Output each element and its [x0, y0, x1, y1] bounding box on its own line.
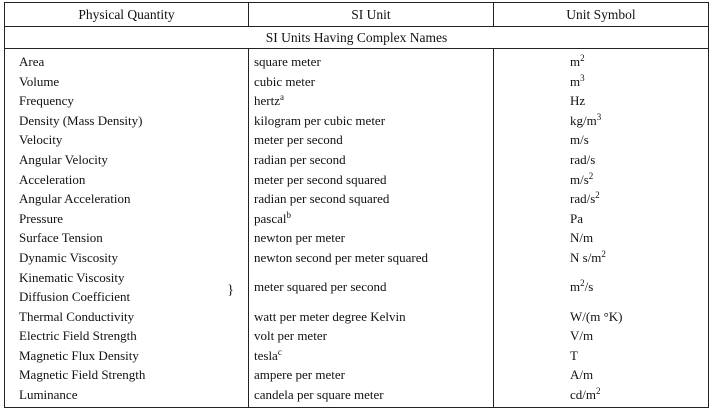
unit-cell: [249, 326, 494, 346]
symbol-exponent: 2: [595, 190, 600, 201]
quantity-text: Area: [19, 54, 45, 69]
symbol-cell: [494, 170, 709, 190]
symbol-cell: [494, 248, 709, 268]
quantity-text: Magnetic Flux Density: [19, 347, 139, 363]
quantity-text: Pressure: [19, 210, 64, 226]
symbol-cell: [494, 91, 709, 111]
unit-text: square meter: [254, 54, 321, 69]
unit-cell: [249, 150, 494, 170]
quantity-text: Surface Tension: [19, 230, 103, 246]
symbol-cell: [494, 150, 709, 170]
quantity-cell: [5, 189, 249, 209]
symbol-text: Pa: [570, 210, 583, 226]
unit-cell: [249, 365, 494, 385]
si-units-table: [4, 2, 709, 408]
table-row: [5, 130, 709, 150]
unit-text: kilogram per cubic meter: [254, 112, 386, 128]
unit-text: meter squared per second: [254, 279, 387, 295]
symbol-cell: [494, 209, 709, 229]
quantity-cell: [5, 170, 249, 190]
symbol-text: W/(m °K): [570, 308, 623, 324]
quantity-text: Angular Velocity: [19, 151, 108, 167]
unit-cell: [249, 307, 494, 327]
table-row: [5, 72, 709, 92]
quantity-cell: [5, 346, 249, 366]
table-row: [5, 111, 709, 131]
symbol-cell: [494, 385, 709, 407]
quantity-cell: [5, 307, 249, 327]
symbol-cell: [494, 365, 709, 385]
unit-cell: [249, 228, 494, 248]
symbol-text: m: [570, 54, 581, 69]
table-row: [5, 150, 709, 170]
table-row: [5, 268, 709, 307]
unit-cell: [249, 346, 494, 366]
unit-cell: [249, 72, 494, 92]
quantity-text: Thermal Conductivity: [19, 308, 135, 324]
quantity-text: Electric Field Strength: [19, 328, 137, 344]
quantity-cell: [5, 248, 249, 268]
quantity-text: Frequency: [19, 93, 74, 109]
table-row: [5, 170, 709, 190]
symbol-cell: [494, 346, 709, 366]
quantity-cell: [5, 72, 249, 92]
unit-cell: [249, 130, 494, 150]
symbol-exponent: 2: [580, 53, 585, 63]
symbol-text: Hz: [570, 93, 586, 109]
footnote-marker: a: [279, 92, 284, 103]
symbol-text: rad/s: [570, 191, 596, 207]
symbol-text: rad/s: [570, 151, 596, 167]
symbol-exponent: 3: [580, 72, 585, 83]
symbol-cell: [494, 130, 709, 150]
table-row: [5, 326, 709, 346]
quantity-text: Dynamic Viscosity: [19, 249, 118, 265]
footnote-marker: b: [286, 209, 291, 220]
header-si-unit: SI Unit: [249, 3, 494, 27]
quantity-line: Diffusion Coefficient: [19, 289, 131, 305]
symbol-text: V/m: [570, 328, 594, 344]
unit-cell: [249, 248, 494, 268]
symbol-cell: [494, 111, 709, 131]
unit-cell: [249, 91, 494, 111]
unit-text: cubic meter: [254, 73, 315, 89]
quantity-cell: [5, 49, 249, 72]
symbol-text: T: [570, 347, 578, 363]
quantity-cell: [5, 326, 249, 346]
symbol-cell: [494, 228, 709, 248]
symbol-text: m: [570, 73, 581, 89]
quantity-cell: [5, 209, 249, 229]
subheader-row: [5, 27, 709, 49]
quantity-text: Acceleration: [19, 171, 86, 187]
symbol-exponent: 2: [588, 170, 594, 181]
symbol-cell: [494, 268, 709, 307]
subheader-complex-names: SI Units Having Complex Names: [5, 27, 709, 49]
unit-text: pascal: [254, 210, 287, 226]
table-row: [5, 365, 709, 385]
unit-text: candela per square meter: [254, 386, 384, 402]
footnote-marker: c: [277, 346, 282, 357]
symbol-cell: [494, 189, 709, 209]
quantity-cell: [5, 130, 249, 150]
table-row: [5, 189, 709, 209]
unit-text: meter per second squared: [254, 171, 387, 187]
quantity-cell: [5, 111, 249, 131]
quantity-cell: [5, 228, 249, 248]
unit-cell: [249, 170, 494, 190]
unit-text: hertz: [254, 93, 280, 109]
symbol-text: cd/m: [570, 386, 596, 402]
quantity-cell: [5, 91, 249, 111]
quantity-cell: [5, 385, 249, 407]
unit-text: tesla: [254, 347, 278, 363]
symbol-text: N/m: [570, 230, 594, 246]
table-row: [5, 385, 709, 407]
symbol-text: A/m: [570, 367, 594, 383]
table-row: [5, 248, 709, 268]
symbol-text: kg/m: [570, 112, 597, 128]
unit-cell: [249, 189, 494, 209]
table-body: [5, 49, 709, 408]
symbol-cell: [494, 307, 709, 327]
table-row: [5, 209, 709, 229]
symbol-exponent: 3: [596, 111, 602, 122]
unit-text: newton per meter: [254, 230, 345, 246]
symbol-text: m: [570, 279, 581, 295]
header-unit-symbol: Unit Symbol: [494, 3, 709, 27]
unit-text: radian per second: [254, 151, 346, 167]
symbol-exponent: 2: [601, 248, 606, 259]
unit-text: ampere per meter: [254, 367, 345, 383]
quantity-text: Magnetic Field Strength: [19, 367, 146, 383]
symbol-cell: [494, 326, 709, 346]
grouping-brace: }: [227, 283, 234, 299]
quantity-line: Kinematic Viscosity: [19, 269, 125, 285]
header-row: [5, 3, 709, 27]
quantity-text: Luminance: [19, 386, 78, 402]
unit-text: meter per second: [254, 132, 343, 148]
quantity-text: Volume: [19, 73, 60, 89]
table-row: [5, 49, 709, 72]
symbol-exponent: 2: [596, 385, 601, 396]
symbol-cell: [494, 72, 709, 92]
symbol-tail: /s: [584, 279, 594, 295]
unit-cell: [249, 268, 494, 307]
symbol-text: m/s: [570, 171, 589, 187]
unit-cell: [249, 209, 494, 229]
quantity-cell: [5, 365, 249, 385]
table-row: [5, 228, 709, 248]
table-row: [5, 307, 709, 327]
symbol-exponent: 2: [580, 278, 585, 289]
symbol-cell: [494, 49, 709, 72]
unit-text: volt per meter: [254, 328, 327, 344]
unit-text: newton second per meter squared: [254, 249, 428, 265]
quantity-text: Density (Mass Density): [19, 112, 143, 128]
quantity-text: Velocity: [19, 132, 63, 148]
table-row: [5, 346, 709, 366]
table-row: [5, 91, 709, 111]
header-physical-quantity: Physical Quantity: [5, 3, 249, 27]
symbol-text: N s/m: [570, 249, 602, 265]
unit-cell: [249, 49, 494, 72]
unit-text: radian per second squared: [254, 191, 390, 207]
symbol-text: m/s: [570, 132, 589, 148]
quantity-cell: [5, 268, 249, 307]
quantity-cell: [5, 150, 249, 170]
quantity-text: Angular Acceleration: [19, 191, 131, 207]
unit-cell: [249, 385, 494, 407]
unit-cell: [249, 111, 494, 131]
unit-text: watt per meter degree Kelvin: [254, 308, 406, 324]
